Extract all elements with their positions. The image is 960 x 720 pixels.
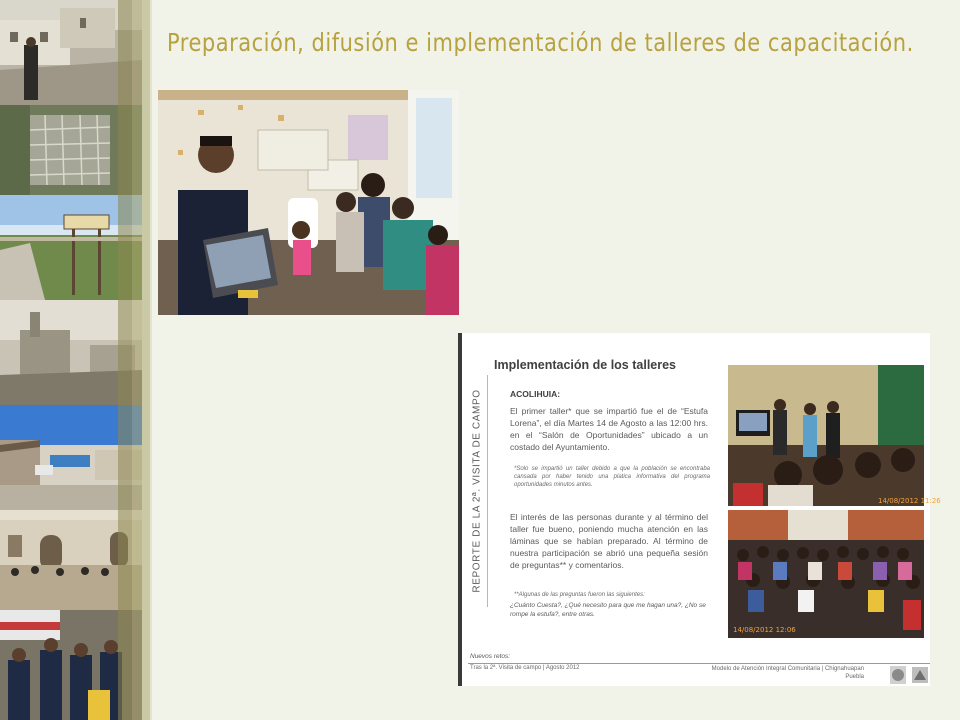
strip-divider (142, 0, 150, 720)
report-footnote-2: **Algunas de las preguntas fueron las siguientes: (514, 592, 645, 598)
institution-logos-icon (890, 666, 930, 684)
report-questions: ¿Cuánto Cuesta?, ¿Qué necesito para que me hagan una?, ¿No se rompe la estufa?, entre otras. (510, 602, 706, 618)
report-footer-right: Modelo de Atención Integral Comunitaria | Chignahuapan Puebla (711, 666, 864, 680)
report-page (458, 333, 941, 686)
svg-text:14/08/2012 11:26: 14/08/2012 11:26 (878, 497, 941, 505)
report-paragraph-2: El interés de las personas durante y al término del taller fue bueno, poniendo mucha atención en las láminas que se habían preparado. Al término de nuestra participación se abrió una pequeña sesión de preguntas** y comentarios. (510, 512, 708, 570)
report-vertical-label: REPORTE DE LA 2ª. VISITA DE CAMPO (466, 375, 488, 607)
svg-text:14/08/2012 12:06: 14/08/2012 12:06 (733, 626, 796, 634)
left-photo-strip (0, 0, 142, 720)
slide-title: Preparación, difusión e implementación de talleres de capacitación. (167, 28, 914, 57)
report-heading: Implementación de los talleres (494, 358, 677, 372)
report-footer-left: Tras la 2ª. Visita de campo | Agosto 2012 (470, 665, 580, 671)
report-retos: Nuevos retos: (470, 653, 511, 660)
report-photo-presentation (728, 365, 941, 506)
report-photo-audience (728, 510, 924, 638)
workshop-photo (158, 90, 459, 315)
report-subheading: ACOLIHUIA: (510, 389, 561, 399)
report-paragraph-1: El primer taller* que se impartió fue el de “Estufa Lorena”, el día Martes 14 de Agosto a las 12:00 hrs. en el “Salón de Oportunidades” ubicado a un costado del Ayuntamiento. (510, 406, 708, 452)
report-footnote-1: *Solo se impartió un taller debido a que la población se encontraba cansada por haber tenido una platica informativa del programa oportunidades minutos antes. (514, 466, 710, 488)
